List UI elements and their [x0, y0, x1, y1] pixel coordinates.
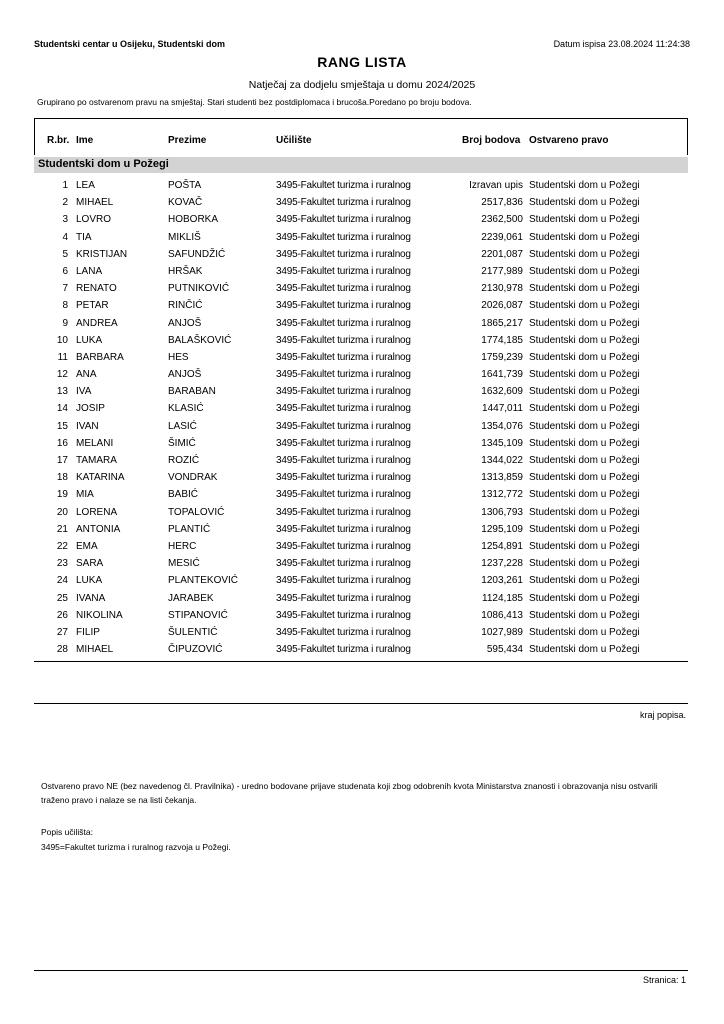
table-row	[0, 592, 724, 609]
table-row	[0, 402, 724, 419]
cell-uciliste: 3495-Fakultet turizma i ruralnog	[276, 334, 411, 346]
cell-prezime: ANJOŠ	[168, 369, 202, 381]
cell-pravo: Studentski dom u Požegi	[529, 626, 640, 638]
cell-ime: LUKA	[76, 575, 103, 587]
cell-rbr: 16	[56, 437, 68, 449]
cell-ime: BARBARA	[76, 351, 124, 363]
cell-bodovi: 1124,185	[482, 592, 523, 604]
cell-uciliste: 3495-Fakultet turizma i ruralnog	[276, 231, 411, 243]
cell-prezime: BABIĆ	[168, 489, 199, 501]
cell-prezime: ŠIMIĆ	[168, 437, 196, 449]
cell-bodovi: 1203,261	[481, 575, 523, 587]
cell-uciliste: 3495-Fakultet turizma i ruralnog	[276, 283, 411, 295]
cell-prezime: PLANTIĆ	[168, 523, 211, 535]
table-row	[0, 282, 724, 299]
cell-prezime: VONDRAK	[168, 472, 218, 484]
cell-rbr: 26	[56, 609, 68, 621]
cell-rbr: 12	[56, 369, 68, 381]
cell-pravo: Studentski dom u Požegi	[529, 231, 640, 243]
cell-bodovi: 2177,989	[481, 265, 523, 277]
print-date: Datum ispisa 23.08.2024 11:24:38	[553, 39, 690, 49]
cell-ime: MIA	[76, 489, 94, 501]
cell-bodovi: 1354,076	[481, 420, 523, 432]
cell-rbr: 8	[62, 300, 68, 312]
cell-prezime: LASIĆ	[168, 420, 197, 432]
cell-bodovi: 1086,413	[481, 609, 523, 621]
table-row	[0, 231, 724, 248]
cell-prezime: POŠTA	[168, 180, 202, 191]
cell-pravo: Studentski dom u Požegi	[529, 248, 640, 260]
table-row	[0, 265, 724, 282]
cell-rbr: 24	[56, 575, 68, 587]
cell-bodovi: 1027,989	[481, 626, 523, 638]
cell-rbr: 18	[56, 472, 68, 484]
cell-prezime: PLANTEKOVIĆ	[168, 575, 239, 587]
cell-bodovi: 1344,022	[481, 455, 523, 466]
page-title: RANG LISTA	[317, 54, 407, 70]
cell-prezime: HOBORKA	[168, 214, 219, 226]
cell-prezime: RINČIĆ	[168, 300, 203, 312]
cell-uciliste: 3495-Fakultet turizma i ruralnog	[276, 626, 411, 638]
cell-pravo: Studentski dom u Požegi	[529, 523, 640, 535]
cell-pravo: Studentski dom u Požegi	[529, 334, 640, 346]
cell-prezime: HES	[168, 351, 189, 363]
table-row	[0, 557, 724, 574]
institution-list-title: Popis učilišta:	[41, 827, 93, 837]
cell-ime: ANDREA	[76, 317, 118, 329]
section-divider	[34, 703, 688, 704]
cell-prezime: MIKLIŠ	[168, 231, 201, 243]
cell-uciliste: 3495-Fakultet turizma i ruralnog	[276, 644, 411, 656]
cell-rbr: 21	[56, 523, 68, 535]
cell-ime: MIHAEL	[76, 644, 114, 656]
cell-rbr: 6	[62, 265, 68, 277]
cell-pravo: Studentski dom u Požegi	[529, 300, 640, 312]
cell-bodovi: 2239,061	[481, 231, 523, 243]
table-row	[0, 626, 724, 643]
cell-pravo: Studentski dom u Požegi	[529, 472, 640, 484]
table-row	[0, 385, 724, 402]
cell-pravo: Studentski dom u Požegi	[529, 197, 640, 209]
table-row	[0, 368, 724, 385]
cell-ime: JOSIP	[76, 403, 105, 415]
cell-pravo: Studentski dom u Požegi	[529, 609, 640, 621]
cell-bodovi: 2362,500	[481, 214, 523, 226]
cell-ime: LEA	[76, 180, 95, 191]
cell-uciliste: 3495-Fakultet turizma i ruralnog	[276, 369, 411, 381]
cell-rbr: 7	[62, 283, 68, 295]
cell-rbr: 10	[56, 334, 68, 346]
cell-rbr: 17	[56, 455, 68, 466]
table-row	[0, 299, 724, 316]
cell-ime: NIKOLINA	[76, 609, 123, 621]
cell-pravo: Studentski dom u Požegi	[529, 403, 640, 415]
cell-pravo: Studentski dom u Požegi	[529, 437, 640, 449]
column-header-pravo: Ostvareno pravo	[529, 135, 609, 146]
cell-prezime: JARABEK	[168, 592, 214, 604]
cell-uciliste: 3495-Fakultet turizma i ruralnog	[276, 180, 411, 191]
cell-rbr: 2	[62, 197, 68, 209]
cell-ime: IVANA	[76, 592, 106, 604]
cell-pravo: Studentski dom u Požegi	[529, 283, 640, 295]
cell-rbr: 20	[56, 506, 68, 518]
cell-bodovi: 1313,859	[481, 472, 523, 484]
cell-uciliste: 3495-Fakultet turizma i ruralnog	[276, 265, 411, 277]
cell-ime: LORENA	[76, 506, 118, 518]
table-row	[0, 574, 724, 591]
grouping-note: Grupirano po ostvarenom pravu na smještaj. Stari studenti bez postdiplomaca i brucoša.Poredano po broju bodova.	[37, 97, 472, 107]
cell-bodovi: 2130,978	[481, 283, 523, 295]
cell-rbr: 27	[56, 626, 68, 638]
cell-ime: EMA	[76, 540, 98, 552]
page-subtitle: Natječaj za dodjelu smještaja u domu 2024/2025	[248, 79, 476, 91]
institution-list-item: 3495=Fakultet turizma i ruralnog razvoja u Požegi.	[41, 842, 231, 852]
cell-uciliste: 3495-Fakultet turizma i ruralnog	[276, 437, 411, 449]
cell-rbr: 11	[57, 351, 68, 363]
cell-uciliste: 3495-Fakultet turizma i ruralnog	[276, 523, 411, 535]
table-row	[0, 506, 724, 523]
cell-bodovi: 2201,087	[481, 248, 523, 260]
cell-prezime: SAFUNDŽIĆ	[168, 248, 226, 260]
cell-uciliste: 3495-Fakultet turizma i ruralnog	[276, 420, 411, 432]
cell-bodovi: 1641,739	[481, 369, 523, 381]
cell-ime: LOVRO	[76, 214, 112, 226]
cell-bodovi: 1632,609	[481, 386, 523, 398]
cell-pravo: Studentski dom u Požegi	[529, 506, 640, 518]
cell-prezime: KLASIĆ	[168, 403, 204, 415]
cell-ime: FILIP	[76, 626, 100, 638]
cell-uciliste: 3495-Fakultet turizma i ruralnog	[276, 592, 411, 604]
cell-bodovi: 1237,228	[481, 558, 523, 570]
cell-pravo: Studentski dom u Požegi	[529, 455, 640, 466]
cell-ime: RENATO	[76, 283, 117, 295]
table-row	[0, 196, 724, 213]
cell-rbr: 19	[56, 489, 68, 501]
cell-rbr: 25	[56, 592, 68, 604]
cell-uciliste: 3495-Fakultet turizma i ruralnog	[276, 300, 411, 312]
cell-prezime: PUTNIKOVIĆ	[168, 283, 230, 295]
table-row	[0, 437, 724, 454]
cell-uciliste: 3495-Fakultet turizma i ruralnog	[276, 351, 411, 363]
cell-rbr: 15	[56, 420, 68, 432]
cell-uciliste: 3495-Fakultet turizma i ruralnog	[276, 455, 411, 466]
cell-uciliste: 3495-Fakultet turizma i ruralnog	[276, 197, 411, 209]
cell-ime: PETAR	[76, 300, 109, 312]
cell-ime: TAMARA	[76, 455, 117, 466]
cell-rbr: 4	[62, 231, 68, 243]
column-header-prezime: Prezime	[168, 135, 207, 146]
table-row	[0, 248, 724, 265]
cell-prezime: BALAŠKOVIĆ	[168, 334, 232, 346]
cell-pravo: Studentski dom u Požegi	[529, 575, 640, 587]
table-row	[0, 351, 724, 368]
column-header-rbr: R.br.	[47, 135, 70, 146]
cell-ime: LANA	[76, 265, 103, 277]
cell-rbr: 9	[62, 317, 68, 329]
end-of-list-text: kraj popisa.	[639, 710, 686, 720]
cell-bodovi: 1774,185	[481, 334, 523, 346]
cell-ime: IVAN	[76, 420, 99, 432]
footnote: Ostvareno pravo NE (bez navedenog čl. Pravilnika) - uredno bodovane prijave studenata koji zbog odobrenih kvota Ministarstva znanosti i obrazovanja nisu ostvarili traženo pravo i nalaze se na listi čekanja.	[41, 781, 658, 805]
group-title: Studentski dom u Požegi	[38, 158, 169, 170]
table-row	[0, 488, 724, 505]
cell-prezime: ANJOŠ	[168, 317, 202, 329]
column-header-uciliste: Učilište	[276, 135, 312, 146]
table-row	[0, 643, 724, 660]
table-row	[0, 540, 724, 557]
cell-bodovi: 2517,836	[481, 197, 523, 209]
cell-pravo: Studentski dom u Požegi	[529, 592, 640, 604]
cell-prezime: MESIĆ	[168, 558, 200, 570]
cell-uciliste: 3495-Fakultet turizma i ruralnog	[276, 609, 411, 621]
cell-rbr: 13	[56, 386, 68, 398]
column-header-bodovi: Broj bodova	[462, 135, 521, 146]
table-row	[0, 609, 724, 626]
cell-uciliste: 3495-Fakultet turizma i ruralnog	[276, 248, 411, 260]
cell-bodovi: 1447,011	[482, 403, 523, 415]
cell-pravo: Studentski dom u Požegi	[529, 540, 640, 552]
cell-uciliste: 3495-Fakultet turizma i ruralnog	[276, 214, 411, 226]
cell-uciliste: 3495-Fakultet turizma i ruralnog	[276, 472, 411, 484]
cell-rbr: 28	[56, 644, 68, 656]
cell-pravo: Studentski dom u Požegi	[529, 351, 640, 363]
cell-rbr: 3	[62, 214, 68, 226]
cell-bodovi: 1759,239	[481, 351, 523, 363]
cell-bodovi: 1865,217	[481, 317, 523, 329]
cell-pravo: Studentski dom u Požegi	[529, 489, 640, 501]
table-row	[0, 523, 724, 540]
cell-rbr: 1	[62, 180, 68, 191]
cell-pravo: Studentski dom u Požegi	[529, 386, 640, 398]
cell-rbr: 5	[62, 248, 68, 260]
table-row	[0, 213, 724, 230]
cell-uciliste: 3495-Fakultet turizma i ruralnog	[276, 403, 411, 415]
footer-divider	[34, 970, 688, 971]
cell-bodovi: 1345,109	[481, 437, 523, 449]
cell-ime: MIHAEL	[76, 197, 114, 209]
cell-pravo: Studentski dom u Požegi	[529, 317, 640, 329]
table-end-divider	[34, 661, 688, 662]
cell-ime: SARA	[76, 558, 104, 570]
cell-pravo: Studentski dom u Požegi	[529, 420, 640, 432]
cell-rbr: 23	[56, 558, 68, 570]
cell-prezime: KOVAČ	[168, 197, 203, 209]
cell-ime: KATARINA	[76, 472, 125, 484]
table-row	[0, 420, 724, 437]
cell-prezime: BARABAN	[168, 386, 216, 398]
cell-bodovi: 1306,793	[481, 506, 523, 518]
cell-bodovi: 1312,772	[481, 489, 523, 501]
cell-uciliste: 3495-Fakultet turizma i ruralnog	[276, 489, 411, 501]
cell-ime: MELANI	[76, 437, 114, 449]
page-number: Stranica: 1	[642, 975, 686, 985]
cell-rbr: 14	[56, 403, 68, 415]
cell-uciliste: 3495-Fakultet turizma i ruralnog	[276, 558, 411, 570]
cell-ime: IVA	[76, 386, 92, 398]
table-row	[0, 471, 724, 488]
cell-prezime: ŠULENTIĆ	[168, 626, 218, 638]
cell-pravo: Studentski dom u Požegi	[529, 369, 640, 381]
cell-pravo: Studentski dom u Požegi	[529, 180, 640, 191]
cell-pravo: Studentski dom u Požegi	[529, 265, 640, 277]
cell-bodovi: 2026,087	[481, 300, 523, 312]
cell-uciliste: 3495-Fakultet turizma i ruralnog	[276, 540, 411, 552]
cell-prezime: HRŠAK	[168, 265, 203, 277]
ranking-table-body	[0, 179, 724, 660]
cell-ime: ANTONIA	[76, 523, 121, 535]
table-row	[0, 317, 724, 334]
cell-prezime: TOPALOVIĆ	[168, 506, 225, 518]
cell-bodovi: 1254,891	[481, 540, 523, 552]
column-header-ime: Ime	[76, 135, 94, 146]
cell-bodovi: 595,434	[486, 644, 523, 656]
table-row	[0, 334, 724, 351]
cell-ime: TIA	[76, 231, 92, 243]
cell-ime: ANA	[76, 369, 97, 381]
cell-uciliste: 3495-Fakultet turizma i ruralnog	[276, 317, 411, 329]
cell-uciliste: 3495-Fakultet turizma i ruralnog	[276, 386, 411, 398]
cell-rbr: 22	[56, 540, 68, 552]
cell-prezime: STIPANOVIĆ	[168, 609, 228, 621]
cell-prezime: ROZIĆ	[168, 455, 200, 466]
cell-uciliste: 3495-Fakultet turizma i ruralnog	[276, 575, 411, 587]
cell-ime: LUKA	[76, 334, 103, 346]
cell-ime: KRISTIJAN	[76, 248, 128, 260]
cell-bodovi: 1295,109	[481, 523, 523, 535]
cell-pravo: Studentski dom u Požegi	[529, 214, 640, 226]
cell-bodovi: Izravan upis	[469, 180, 523, 191]
cell-pravo: Studentski dom u Požegi	[529, 644, 640, 656]
cell-uciliste: 3495-Fakultet turizma i ruralnog	[276, 506, 411, 518]
cell-prezime: HERC	[168, 540, 197, 552]
organization-name: Studentski centar u Osijeku, Studentski dom	[34, 39, 226, 49]
table-row	[0, 454, 724, 471]
cell-pravo: Studentski dom u Požegi	[529, 558, 640, 570]
table-row	[0, 179, 724, 196]
cell-prezime: ČIPUZOVIĆ	[168, 644, 223, 656]
